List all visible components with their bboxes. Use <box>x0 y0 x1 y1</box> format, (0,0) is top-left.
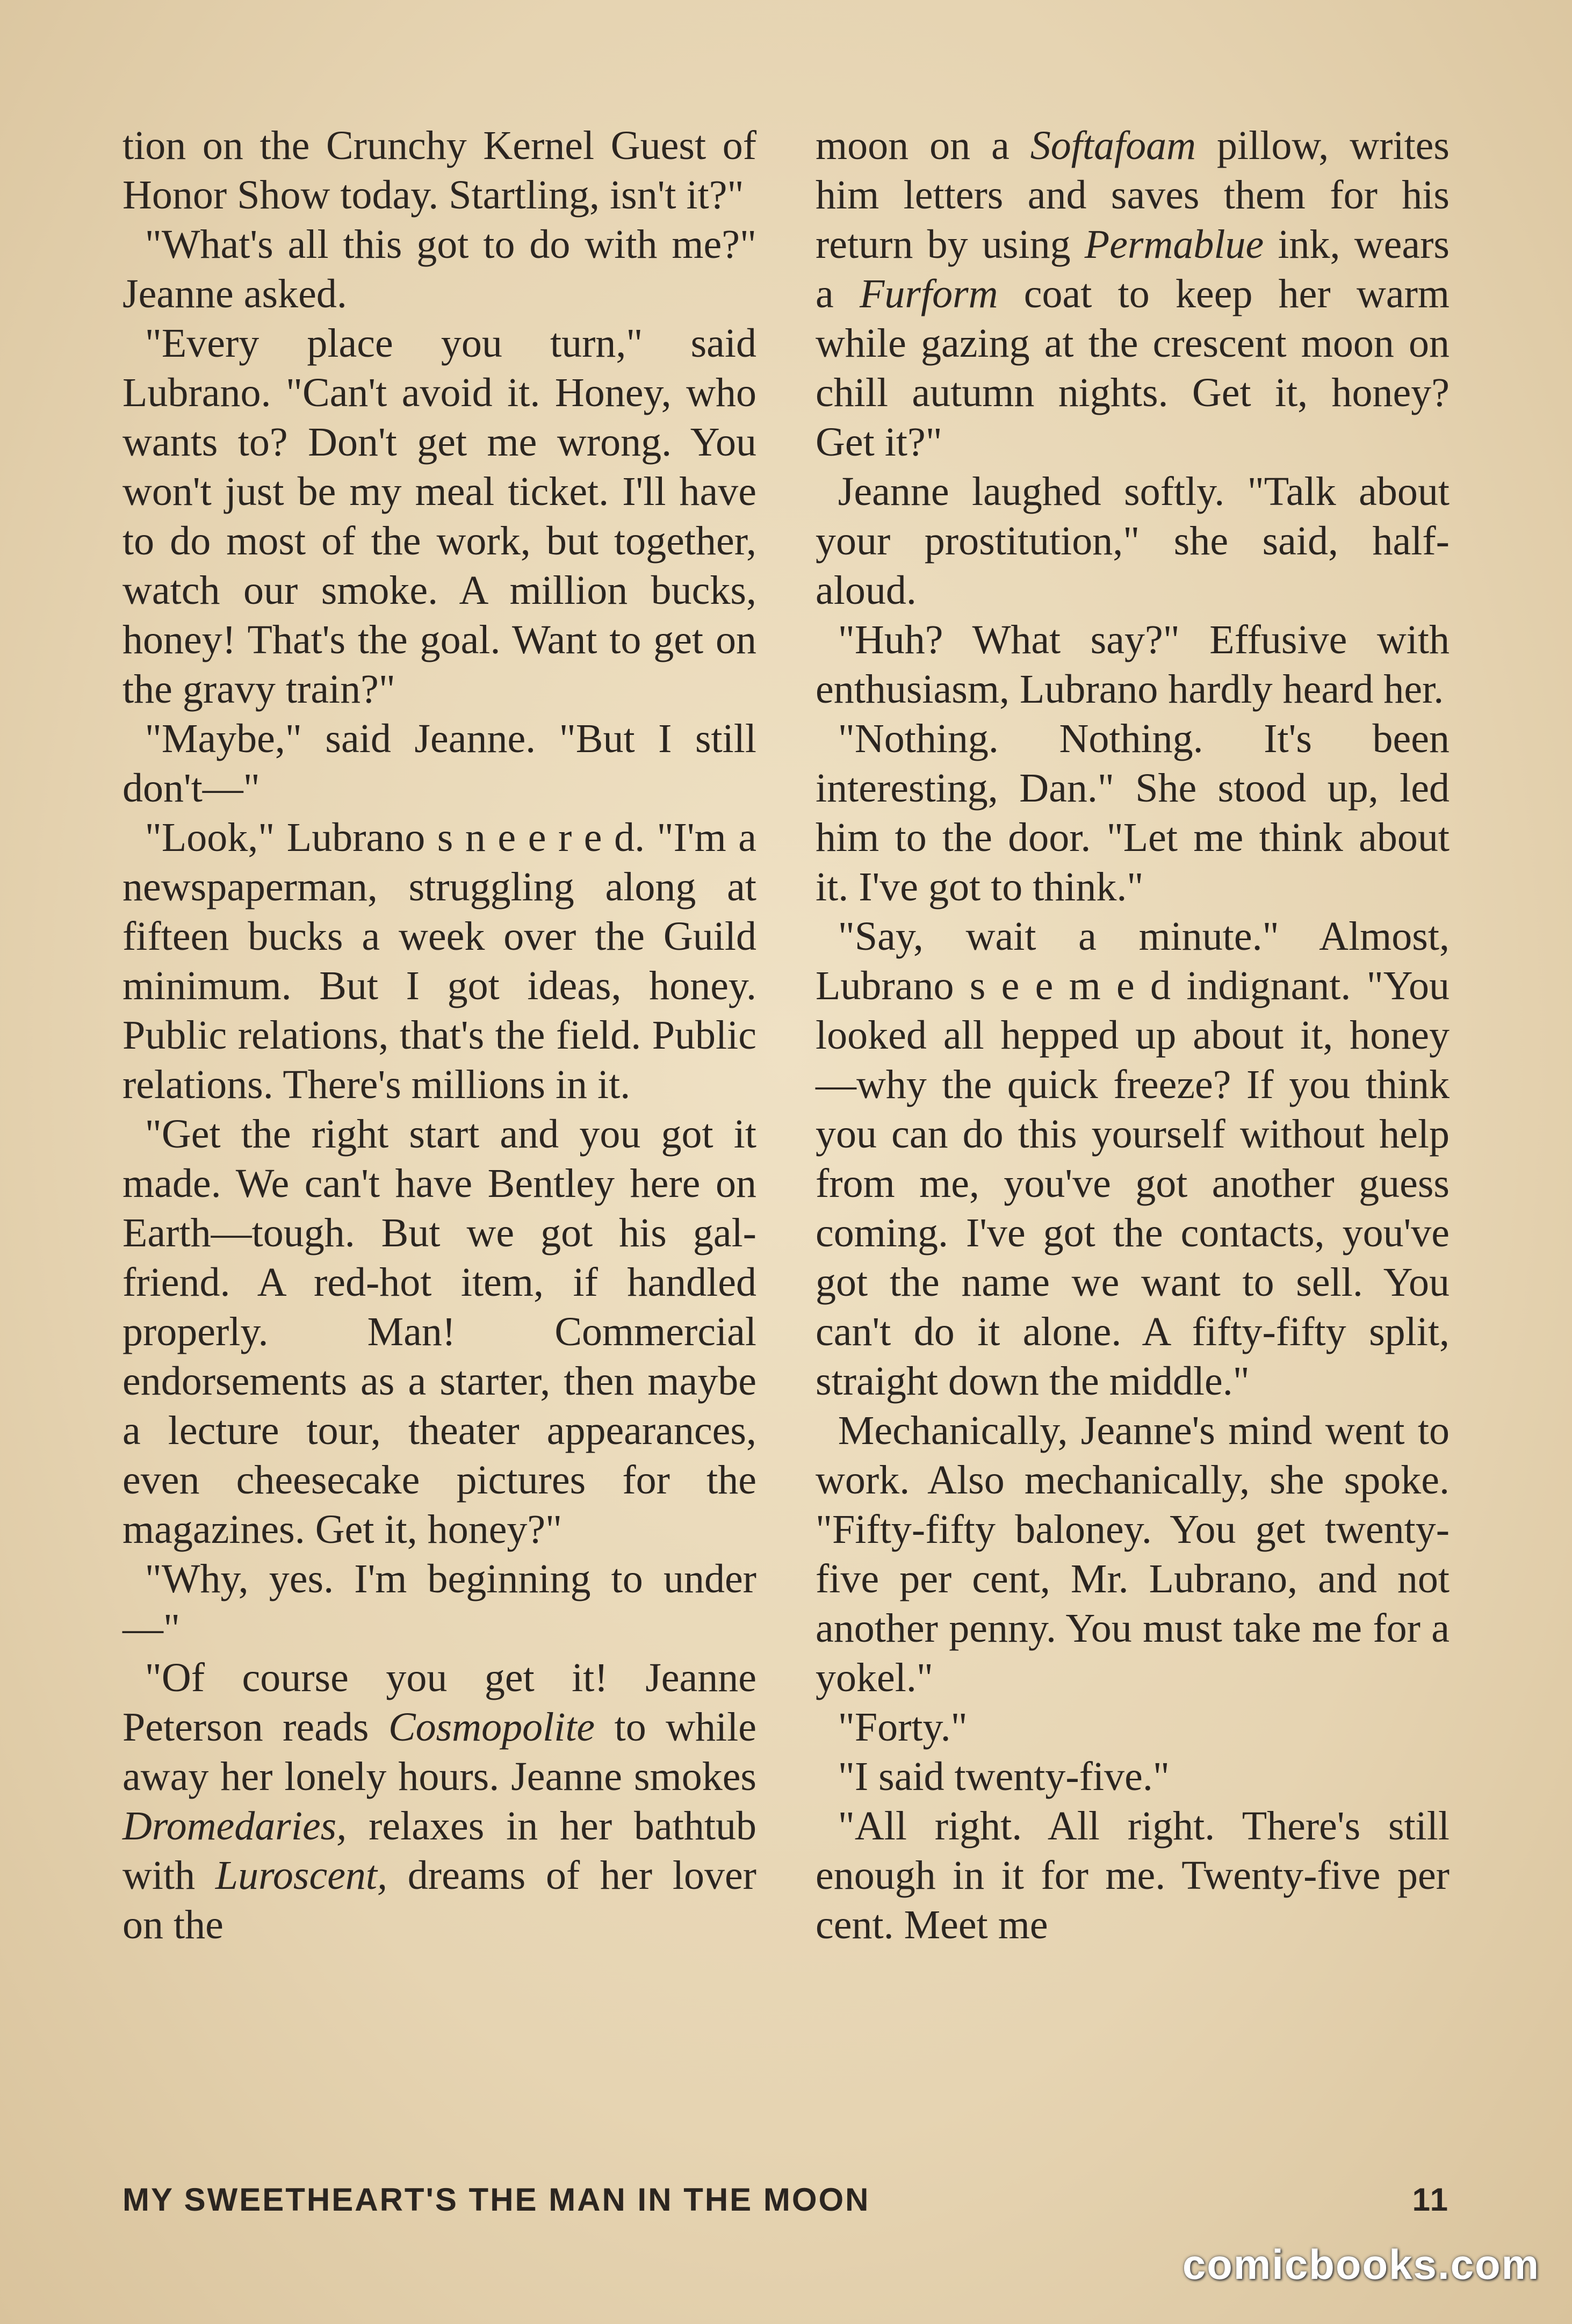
right-text-column <box>816 121 1450 1950</box>
paragraph: "Why, yes. I'm beginning to under—" <box>122 1556 756 1651</box>
paragraph: "Get the right start and you got it made. We can't have Bentley here on Earth—tough. But we got his gal-friend. A red-hot item, if handled properly. Man! Commercial endorsements as a starter, then maybe a lecture tour, theater appearances, even cheesecake pictures for the magazines. Get it, honey?" <box>122 1112 756 1552</box>
brand-name: Softafoam <box>1030 123 1196 168</box>
paragraph: Mechanically, Jeanne's mind went to work. Also mechanically, she spoke. "Fifty-fifty baloney. You get twenty-five per cent, Mr. Lubrano, and not another penny. You must take me for a yokel." <box>816 1408 1450 1700</box>
source-watermark: comicbooks.com <box>1182 2241 1540 2288</box>
paragraph: "Nothing. Nothing. It's been interesting, Dan." She stood up, led him to the door. "Let me think about it. I've got to think." <box>816 716 1450 910</box>
paragraph: "I said twenty-five." <box>838 1754 1170 1799</box>
text-run: relaxes in her bathtub with <box>122 1803 756 1898</box>
text-run: to while away her lonely hours. Jeanne smokes <box>122 1705 756 1799</box>
paragraph: "Maybe," said Jeanne. "But I still don't—" <box>122 716 756 811</box>
brand-name: Permablue <box>1084 222 1264 267</box>
paragraph: "Every place you turn," said Lubrano. "Can't avoid it. Honey, who wants to? Don't get me wrong. You won't just be my meal ticket. I'll have to do most of the work, but together, watch our smoke. A million bucks, honey! That's the goal. Want to get on the gravy train?" <box>122 321 756 712</box>
left-text-column <box>122 121 756 1950</box>
brand-name: Luroscent, <box>215 1853 388 1898</box>
text-run: ink, wears a <box>816 222 1450 316</box>
page-number: 11 <box>1412 2182 1450 2218</box>
text-run: dreams of her lover on the <box>122 1853 756 1947</box>
paragraph: "Look," Lubrano s n e e r e d. "I'm a newspaperman, struggling along at fifteen bucks a week over the Guild minimum. But I got ideas, honey. Public relations, that's the field. Public relations. There's millions in it. <box>122 815 756 1107</box>
brand-name: Furform <box>859 271 998 316</box>
brand-name: Dromedaries, <box>122 1803 347 1849</box>
text-run: pillow, writes him letters and saves them for his return by using <box>816 123 1450 267</box>
text-run: coat to keep her warm while gazing at the crescent moon on chill autumn nights. Get it, honey? Get it?" <box>816 271 1450 465</box>
text-run: moon on a <box>816 123 1030 168</box>
paragraph: tion on the Crunchy Kernel Guest of Honor Show today. Startling, isn't it?" <box>122 123 756 218</box>
paragraph: "All right. All right. There's still enough in it for me. Twenty-five per cent. Meet me <box>816 1803 1450 1947</box>
paragraph: "Say, wait a minute." Almost, Lubrano s e e m e d indignant. "You looked all hepped up about it, honey—why the quick freeze? If you think you can do this yourself without help from me, you've got another guess coming. I've got the contacts, you've got the name we want to sell. You can't do it alone. A fifty-fifty split, straight down the middle." <box>816 914 1450 1404</box>
paragraph: Jeanne laughed softly. "Talk about your prostitution," she said, half-aloud. <box>816 469 1450 613</box>
paragraph: "What's all this got to do with me?" Jeanne asked. <box>122 222 756 316</box>
paragraph: "Huh? What say?" Effusive with enthusiasm, Lubrano hardly heard her. <box>816 617 1450 712</box>
paragraph-with-brand-names <box>816 121 1450 467</box>
brand-name: Cosmopolite <box>388 1705 595 1750</box>
text-run: "Of course you get it! Jeanne Peterson reads <box>122 1655 756 1750</box>
running-title: MY SWEETHEART'S THE MAN IN THE MOON <box>122 2182 870 2218</box>
paragraph-with-brand-names <box>122 1653 756 1950</box>
paragraph: "Forty." <box>838 1705 968 1750</box>
